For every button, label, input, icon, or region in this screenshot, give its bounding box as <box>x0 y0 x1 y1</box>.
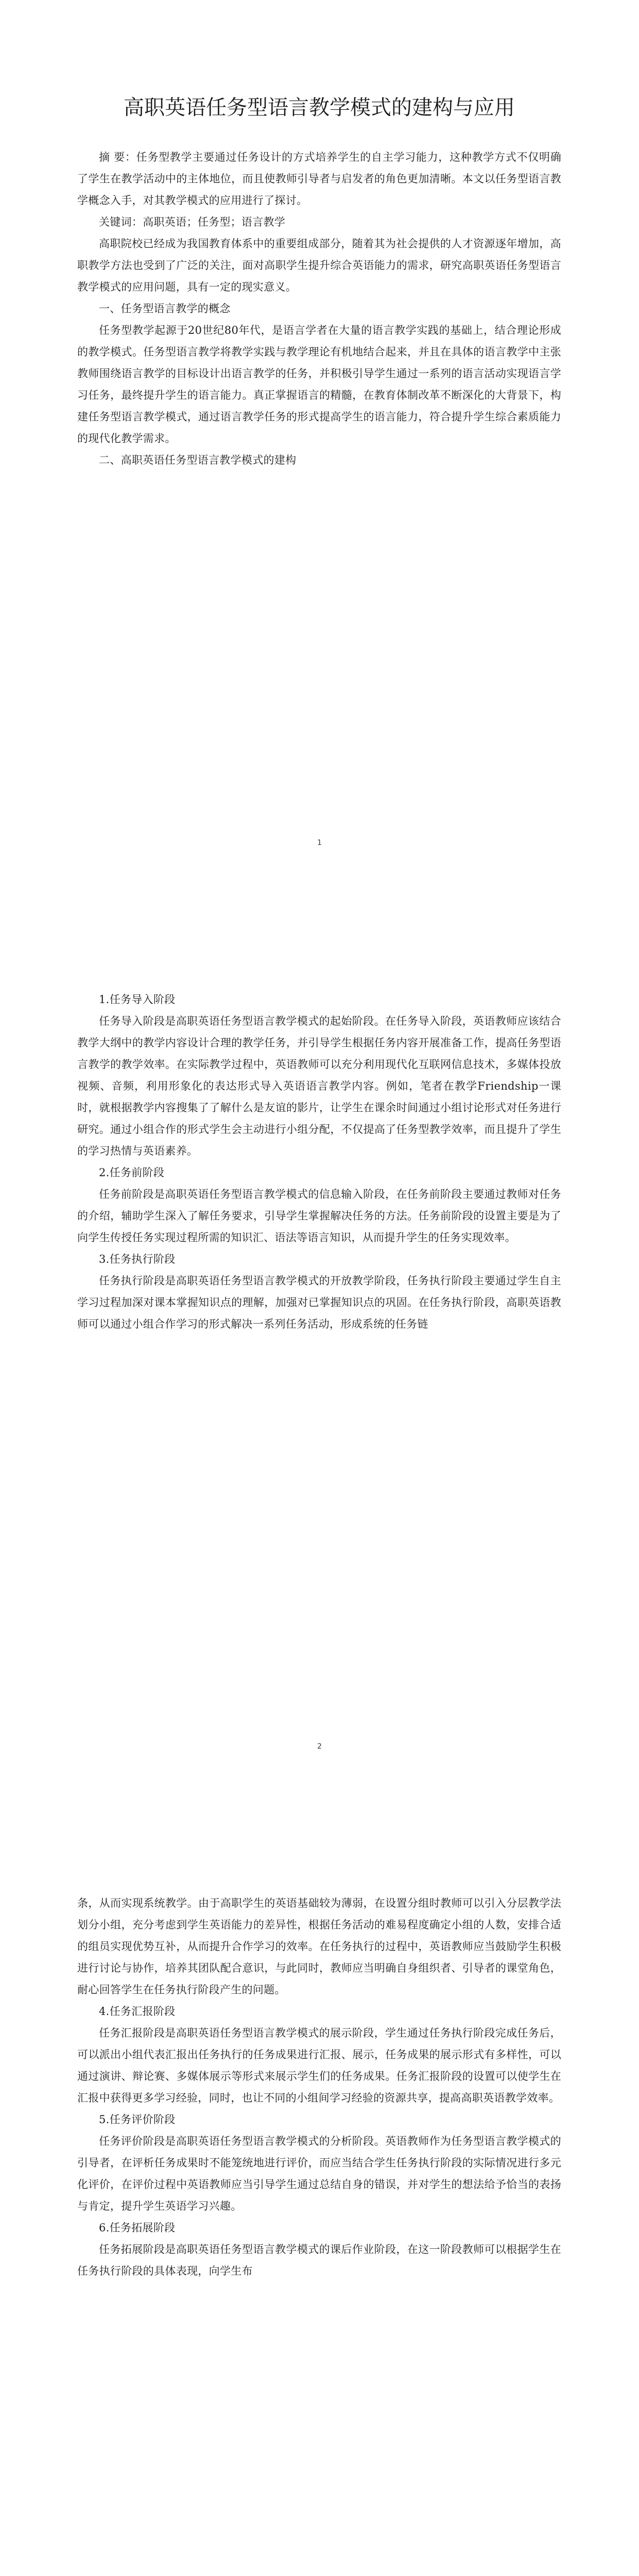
stage-4-paragraph: 任务汇报阶段是高职英语任务型语言教学模式的展示阶段，学生通过任务执行阶段完成任务后，可以派出小组代表汇报出任务执行的任务成果进行汇报、展示，任务成果的展示形式有多样性，可以通过演讲、辩论赛、多媒体展示等形式来展示学生们的任务成果。任务汇报阶段的设置可以使学生在汇报中获得更多学习经验，同时，也让不同的小组间学习经验的资源共享，提高高职英语教学效率。 <box>77 2027 561 2104</box>
page-number: 2 <box>317 1742 322 1751</box>
stage-3-paragraph-continued: 条，从而实现系统教学。由于高职学生的英语基础较为薄弱，在设置分组时教师可以引入分层教学法划分小组，充分考虑到学生英语能力的差异性，根据任务活动的难易程度确定小组的人数，安排合适的组员实现优势互补，从而提升合作学习的效率。在任务执行的过程中，英语教师应当鼓励学生积极进行讨论与协作，培养其团队配合意识，与此同时，教师应当明确自身组织者、引导者的课堂角色，耐心回答学生在任务执行阶段产生的问题。 <box>77 1897 561 1996</box>
stage-6-heading: 6.任务拓展阶段 <box>99 2222 176 2234</box>
section-1-paragraph: 任务型教学起源于20世纪80年代，是语言学者在大量的语言教学实践的基础上，结合理论形成的教学模式。任务型语言教学将教学实践与教学理论有机地结合起来，并且在具体的语言教学中主张教师围绕语言教学的目标设计出语言教学的任务，并积极引导学生通过一系列的语言活动实现语言学习任务，最终提升学生的语言能力。真正掌握语言的精髓，在教育体制改革不断深化的大背景下，构建任务型语言教学模式，通过语言教学任务的形式提高学生的语言能力，符合提升学生综合素质能力的现代化教学需求。 <box>77 324 561 445</box>
keywords: 关键词：高职英语；任务型；语言教学 <box>99 216 286 228</box>
stage-1-paragraph: 任务导入阶段是高职英语任务型语言教学模式的起始阶段。在任务导入阶段，英语教师应该结合教学大纲中的教学内容设计合理的教学任务，并引导学生根据任务内容开展准备工作，提高任务型语言教学的教学效率。在实际教学过程中，英语教师可以充分利用现代化互联网信息技术，多媒体投放视频、音频，利用形象化的表达形式导入英语语言教学内容。例如，笔者在教学Friendship一课时，就根据教学内容搜集了了解什么是友谊的影片，让学生在课余时间通过小组讨论形式对任务进行研究。通过小组合作的形式学生会主动进行小组分配，不仅提高了任务型教学效率，而且提升了学生的学习热情与英语素养。 <box>77 1015 561 1157</box>
page-3 <box>0 1807 639 2576</box>
document-title: 高职英语任务型语言教学模式的建构与应用 <box>124 96 515 120</box>
stage-1-heading: 1.任务导入阶段 <box>99 993 176 1006</box>
intro-paragraph: 高职院校已经成为我国教育体系中的重要组成部分，随着其为社会提供的人才资源逐年增加，高职教学方法也受到了广泛的关注，面对高职学生提升综合英语能力的需求，研究高职英语任务型语言教学模式的应用问题，具有一定的现实意义。 <box>77 238 561 293</box>
stage-2-heading: 2.任务前阶段 <box>99 1166 165 1179</box>
stage-6-paragraph: 任务拓展阶段是高职英语任务型语言教学模式的课后作业阶段，在这一阶段教师可以根据学生在任务执行阶段的具体表现，向学生布 <box>77 2243 561 2277</box>
stage-2-paragraph: 任务前阶段是高职英语任务型语言教学模式的信息输入阶段，在任务前阶段主要通过教师对任务的介绍，辅助学生深入了解任务要求，引导学生掌握解决任务的方法。任务前阶段的设置主要是为了向学生传授任务实现过程所需的知识汇、语法等语言知识，从而提升学生的任务实现效率。 <box>77 1188 561 1244</box>
page-2 <box>0 904 639 1807</box>
stage-4-heading: 4.任务汇报阶段 <box>99 2005 176 2018</box>
stage-3-paragraph: 任务执行阶段是高职英语任务型语言教学模式的开放教学阶段，任务执行阶段主要通过学生自主学习过程加深对课本掌握知识点的理解，加强对已掌握知识点的巩固。在任务执行阶段，高职英语教师可以通过小组合作学习的形式解决一系列任务活动，形成系统的任务链 <box>77 1275 561 1330</box>
stage-5-heading: 5.任务评价阶段 <box>99 2113 176 2126</box>
page-number: 1 <box>317 839 322 847</box>
stage-5-paragraph: 任务评价阶段是高职英语任务型语言教学模式的分析阶段。英语教师作为任务型语言教学模式的引导者，在评析任务成果时不能笼统地进行评价，而应当结合学生任务执行阶段的实际情况进行多元化评价，在评价过程中英语教师应当引导学生通过总结自身的错误，并对学生的想法给予恰当的表扬与肯定，提升学生英语学习兴趣。 <box>77 2135 561 2212</box>
page-1 <box>0 0 639 904</box>
abstract: 摘 要：任务型教学主要通过任务设计的方式培养学生的自主学习能力，这种教学方式不仅明确了学生在教学活动中的主体地位，而且使教师引导者与启发者的角色更加清晰。本文以任务型语言教学概念入手，对其教学模式的应用进行了探讨。 <box>77 151 561 207</box>
section-2-heading: 二、高职英语任务型语言教学模式的建构 <box>99 454 297 466</box>
stage-3-heading: 3.任务执行阶段 <box>99 1253 176 1265</box>
section-1-heading: 一、任务型语言教学的概念 <box>99 302 231 315</box>
